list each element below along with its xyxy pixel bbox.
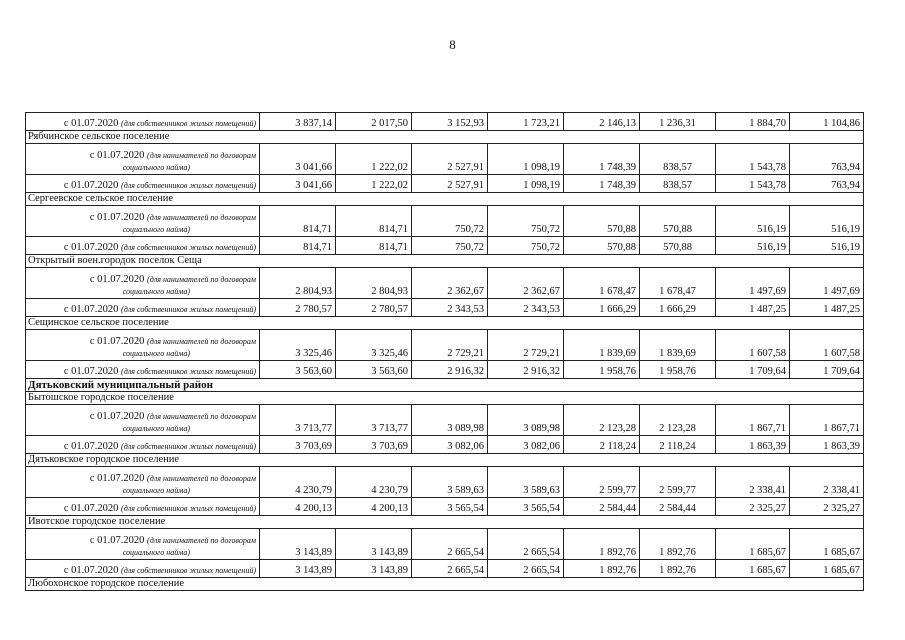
tariff-value: 1 607,58: [716, 330, 790, 361]
tariff-value: 1 222,02: [336, 144, 412, 175]
tariff-value: 2 916,32: [412, 361, 488, 379]
tariff-value: 750,72: [488, 237, 564, 255]
tariff-row: [26, 498, 864, 516]
tariff-row: [26, 560, 864, 578]
tariff-value: 2 362,67: [488, 268, 564, 299]
tariff-value: 2 584,44: [640, 498, 716, 516]
tariff-value: 570,88: [640, 206, 716, 237]
section-header-row: [26, 317, 864, 330]
tariff-value: 814,71: [260, 206, 336, 237]
row-label: [26, 361, 260, 379]
row-note: (для собственников жилых помещений): [121, 442, 256, 451]
tariff-value: 3 703,69: [336, 436, 412, 454]
tariff-value: 1 497,69: [790, 268, 864, 299]
tariff-value: 3 713,77: [260, 405, 336, 436]
tariff-value: 3 325,46: [260, 330, 336, 361]
tariff-value: 3 703,69: [260, 436, 336, 454]
tariff-row: [26, 405, 864, 436]
row-note: (для собственников жилых помещений): [121, 181, 256, 190]
row-date: с 01.07.2020: [63, 118, 119, 129]
tariff-value: 3 143,89: [260, 560, 336, 578]
section-title: Ивотское городское поселение: [26, 516, 864, 529]
tariff-value: 1 839,69: [564, 330, 640, 361]
row-date: с 01.07.2020: [63, 304, 119, 315]
tariff-value: 2 584,44: [564, 498, 640, 516]
row-note-continued: социального найма): [122, 424, 190, 433]
tariff-value: 3 565,54: [412, 498, 488, 516]
tariff-value: 2 665,54: [412, 560, 488, 578]
section-title: Рябчинское сельское поселение: [26, 131, 864, 144]
section-title: Сергеевское сельское поселение: [26, 193, 864, 206]
row-label: [26, 237, 260, 255]
tariff-value: 3 089,98: [488, 405, 564, 436]
row-note-continued: социального найма): [122, 163, 190, 172]
tariff-value: 2 729,21: [412, 330, 488, 361]
tariff-value: 570,88: [564, 237, 640, 255]
row-date: с 01.07.2020: [89, 473, 145, 484]
tariff-row: [26, 361, 864, 379]
tariff-value: 1 867,71: [790, 405, 864, 436]
tariff-value: 838,57: [640, 144, 716, 175]
tariff-value: 1 958,76: [564, 361, 640, 379]
tariff-value: 2 343,53: [412, 299, 488, 317]
tariff-value: 4 230,79: [336, 467, 412, 498]
tariff-row: [26, 144, 864, 175]
row-note: (для нанимателей по договорам: [147, 275, 256, 284]
section-title: Бытошское городское поселение: [26, 392, 864, 405]
tariff-value: 2 916,32: [488, 361, 564, 379]
tariff-value: 2 804,93: [336, 268, 412, 299]
row-date: с 01.07.2020: [89, 411, 145, 422]
tariff-value: 1 098,19: [488, 144, 564, 175]
tariff-value: 3 565,54: [488, 498, 564, 516]
row-date: с 01.07.2020: [89, 535, 145, 546]
tariff-value: 1 543,78: [716, 144, 790, 175]
tariff-value: 3 837,14: [260, 113, 336, 131]
row-date: с 01.07.2020: [63, 565, 119, 576]
row-label: [26, 498, 260, 516]
tariff-value: 838,57: [640, 175, 716, 193]
tariff-value: 2 665,54: [488, 529, 564, 560]
tariff-value: 570,88: [564, 206, 640, 237]
row-note-continued: социального найма): [122, 486, 190, 495]
tariff-value: 1 487,25: [790, 299, 864, 317]
tariff-value: 2 780,57: [336, 299, 412, 317]
row-date: с 01.07.2020: [63, 503, 119, 514]
tariff-value: 750,72: [412, 237, 488, 255]
tariff-value: 3 713,77: [336, 405, 412, 436]
tariff-value: 3 041,66: [260, 144, 336, 175]
tariff-value: 4 200,13: [336, 498, 412, 516]
tariff-value: 3 563,60: [260, 361, 336, 379]
tariff-value: 2 338,41: [716, 467, 790, 498]
section-header-row: [26, 379, 864, 392]
row-date: с 01.07.2020: [63, 441, 119, 452]
row-note: (для собственников жилых помещений): [121, 119, 256, 128]
tariff-value: 1 685,67: [790, 560, 864, 578]
tariff-value: 2 599,77: [640, 467, 716, 498]
tariff-value: 2 146,13: [564, 113, 640, 131]
tariff-value: 1 685,67: [716, 529, 790, 560]
row-date: с 01.07.2020: [63, 366, 119, 377]
row-label: [26, 560, 260, 578]
tariff-value: 1 497,69: [716, 268, 790, 299]
tariff-value: 2 123,28: [564, 405, 640, 436]
tariff-value: 763,94: [790, 175, 864, 193]
tariff-value: 2 362,67: [412, 268, 488, 299]
row-note-continued: социального найма): [122, 548, 190, 557]
tariff-value: 3 589,63: [412, 467, 488, 498]
row-label: [26, 206, 260, 237]
tariff-value: 1 666,29: [564, 299, 640, 317]
tariff-value: 516,19: [790, 237, 864, 255]
row-label: [26, 529, 260, 560]
row-label: [26, 405, 260, 436]
tariff-value: 1 678,47: [640, 268, 716, 299]
tariff-value: 3 082,06: [412, 436, 488, 454]
row-note: (для собственников жилых помещений): [121, 243, 256, 252]
tariff-value: 1 892,76: [640, 529, 716, 560]
tariff-value: 1 709,64: [790, 361, 864, 379]
section-header-row: [26, 454, 864, 467]
tariff-value: 2 780,57: [260, 299, 336, 317]
row-label: [26, 467, 260, 498]
row-label: [26, 330, 260, 361]
tariff-value: 814,71: [336, 237, 412, 255]
row-label: [26, 175, 260, 193]
tariff-row: [26, 113, 864, 131]
tariff-value: 3 143,89: [336, 560, 412, 578]
row-note: (для нанимателей по договорам: [147, 412, 256, 421]
tariff-value: 2 665,54: [412, 529, 488, 560]
section-title: Открытый воен.городок поселок Сеща: [26, 255, 864, 268]
row-note: (для нанимателей по договорам: [147, 213, 256, 222]
tariff-value: 3 152,93: [412, 113, 488, 131]
tariff-table-body: [26, 113, 864, 591]
tariff-row: [26, 206, 864, 237]
tariff-value: 3 589,63: [488, 467, 564, 498]
tariff-row: [26, 529, 864, 560]
tariff-value: 2 123,28: [640, 405, 716, 436]
tariff-value: 570,88: [640, 237, 716, 255]
row-date: с 01.07.2020: [89, 274, 145, 285]
section-header-row: [26, 516, 864, 529]
section-header-row: [26, 392, 864, 405]
section-header-row: [26, 255, 864, 268]
tariff-value: 2 665,54: [488, 560, 564, 578]
tariff-value: 2 338,41: [790, 467, 864, 498]
tariff-value: 1 863,39: [716, 436, 790, 454]
row-note: (для нанимателей по договорам: [147, 337, 256, 346]
section-title: Дятьковское городское поселение: [26, 454, 864, 467]
tariff-value: 2 599,77: [564, 467, 640, 498]
tariff-value: 516,19: [716, 206, 790, 237]
row-label: [26, 144, 260, 175]
tariff-value: 3 082,06: [488, 436, 564, 454]
row-note-continued: социального найма): [122, 287, 190, 296]
tariff-value: 2 325,27: [716, 498, 790, 516]
tariff-value: 3 143,89: [336, 529, 412, 560]
tariff-value: 2 017,50: [336, 113, 412, 131]
tariff-value: 2 527,91: [412, 144, 488, 175]
row-label: [26, 113, 260, 131]
tariff-value: 1 723,21: [488, 113, 564, 131]
tariff-value: 1 678,47: [564, 268, 640, 299]
tariff-row: [26, 237, 864, 255]
page-number: 8: [449, 37, 456, 52]
tariff-value: 1 098,19: [488, 175, 564, 193]
tariff-value: 1 709,64: [716, 361, 790, 379]
section-title: Сещинское сельское поселение: [26, 317, 864, 330]
row-note: (для собственников жилых помещений): [121, 566, 256, 575]
section-title: Любохонское городское поселение: [26, 578, 864, 591]
tariff-value: 516,19: [716, 237, 790, 255]
row-note-continued: социального найма): [122, 349, 190, 358]
row-note: (для собственников жилых помещений): [121, 367, 256, 376]
tariff-value: 4 230,79: [260, 467, 336, 498]
tariff-value: 1 685,67: [790, 529, 864, 560]
tariff-value: 750,72: [488, 206, 564, 237]
section-header-row: [26, 131, 864, 144]
tariff-row: [26, 330, 864, 361]
tariff-value: 1 748,39: [564, 144, 640, 175]
row-note: (для нанимателей по договорам: [147, 151, 256, 160]
row-date: с 01.07.2020: [63, 180, 119, 191]
tariff-value: 1 892,76: [640, 560, 716, 578]
tariff-value: 1 104,86: [790, 113, 864, 131]
tariff-row: [26, 436, 864, 454]
row-label: [26, 268, 260, 299]
tariff-value: 1 748,39: [564, 175, 640, 193]
tariff-value: 1 867,71: [716, 405, 790, 436]
tariff-value: 1 487,25: [716, 299, 790, 317]
row-date: с 01.07.2020: [63, 242, 119, 253]
row-note: (для собственников жилых помещений): [121, 305, 256, 314]
section-header-row: [26, 193, 864, 206]
tariff-value: 2 804,93: [260, 268, 336, 299]
tariff-value: 1 884,70: [716, 113, 790, 131]
tariff-value: 814,71: [260, 237, 336, 255]
tariff-value: 3 089,98: [412, 405, 488, 436]
tariff-value: 3 563,60: [336, 361, 412, 379]
tariff-value: 1 892,76: [564, 529, 640, 560]
tariff-value: 2 325,27: [790, 498, 864, 516]
tariff-row: [26, 175, 864, 193]
row-date: с 01.07.2020: [89, 150, 145, 161]
tariff-value: 2 343,53: [488, 299, 564, 317]
tariff-value: 2 118,24: [564, 436, 640, 454]
tariff-value: 1 666,29: [640, 299, 716, 317]
tariff-value: 3 143,89: [260, 529, 336, 560]
tariff-value: 750,72: [412, 206, 488, 237]
tariff-value: 763,94: [790, 144, 864, 175]
tariff-value: 3 325,46: [336, 330, 412, 361]
tariff-value: 1 607,58: [790, 330, 864, 361]
row-note: (для нанимателей по договорам: [147, 474, 256, 483]
row-note: (для собственников жилых помещений): [121, 504, 256, 513]
tariff-value: 4 200,13: [260, 498, 336, 516]
row-label: [26, 299, 260, 317]
row-date: с 01.07.2020: [89, 336, 145, 347]
tariff-value: 1 685,67: [716, 560, 790, 578]
tariff-value: 1 892,76: [564, 560, 640, 578]
tariff-value: 516,19: [790, 206, 864, 237]
tariff-value: 3 041,66: [260, 175, 336, 193]
tariff-value: 2 527,91: [412, 175, 488, 193]
row-note: (для нанимателей по договорам: [147, 536, 256, 545]
tariff-value: 1 958,76: [640, 361, 716, 379]
tariff-value: 2 729,21: [488, 330, 564, 361]
tariff-value: 1 543,78: [716, 175, 790, 193]
row-note-continued: социального найма): [122, 225, 190, 234]
tariff-value: 814,71: [336, 206, 412, 237]
section-header-row: [26, 578, 864, 591]
tariff-row: [26, 467, 864, 498]
tariff-value: 1 222,02: [336, 175, 412, 193]
tariff-value: 1 236,31: [640, 113, 716, 131]
section-title: Дятьковский муниципальный район: [26, 379, 864, 392]
tariff-row: [26, 299, 864, 317]
row-date: с 01.07.2020: [89, 212, 145, 223]
tariff-value: 1 863,39: [790, 436, 864, 454]
row-label: [26, 436, 260, 454]
tariff-row: [26, 268, 864, 299]
tariff-value: 2 118,24: [640, 436, 716, 454]
tariff-value: 1 839,69: [640, 330, 716, 361]
tariff-table: [25, 112, 864, 591]
